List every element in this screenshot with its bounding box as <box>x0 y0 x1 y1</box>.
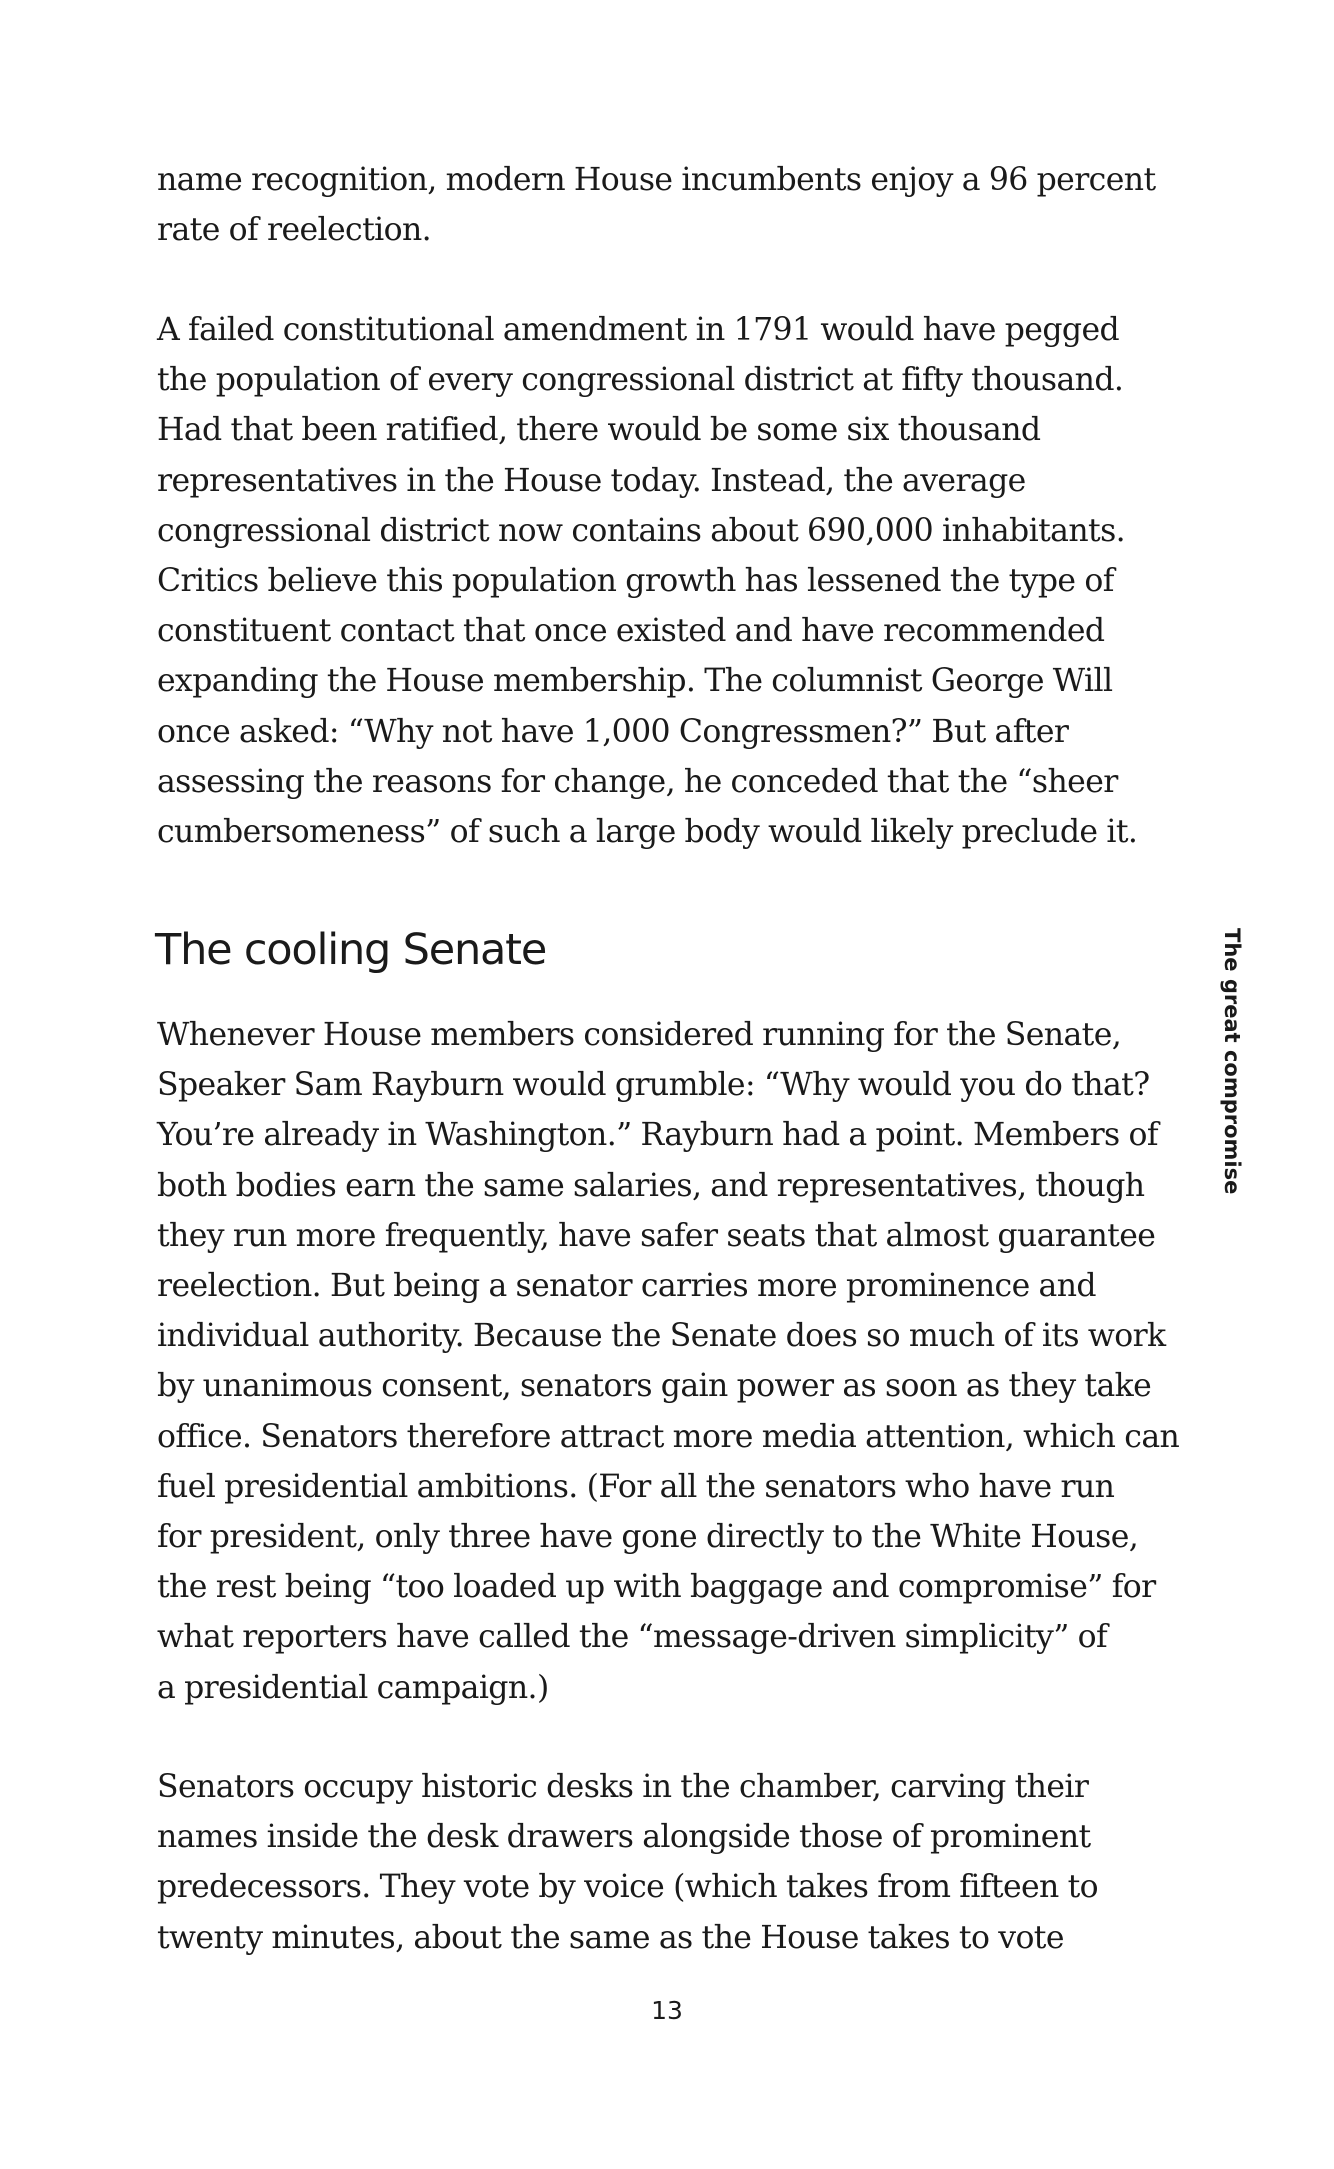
text-line: once asked: “Why not have 1,000 Congressmen?” But after <box>157 713 1069 750</box>
text-line: cumbersomeness” of such a large body would likely preclude it. <box>157 814 1138 851</box>
text-line: the rest being “too loaded up with baggage and compromise” for <box>157 1569 1156 1606</box>
text-line: a presidential campaign.) <box>157 1669 549 1706</box>
page-number: 13 <box>651 1996 683 2025</box>
paragraph-rayburn <box>157 1010 1182 1713</box>
text-line: they run more frequently, have safer seats that almost guarantee <box>157 1217 1156 1254</box>
text-line: individual authority. Because the Senate does so much of its work <box>157 1318 1166 1355</box>
text-line: Senators occupy historic desks in the chamber, carving their <box>157 1769 1089 1805</box>
text-line: what reporters have called the “message-driven simplicity” of <box>157 1619 1108 1656</box>
text-line: Speaker Sam Rayburn would grumble: “Why would you do that? <box>157 1067 1150 1104</box>
text-line: constituent contact that once existed and have recommended <box>157 613 1105 650</box>
text-line: rate of reelection. <box>157 212 432 249</box>
text-line: office. Senators therefore attract more media attention, which can <box>157 1418 1180 1455</box>
text-line: A failed constitutional amendment in 1791 would have pegged <box>157 312 1120 348</box>
paragraph-incumbents <box>157 155 1182 255</box>
text-line: for president, only three have gone directly to the White House, <box>157 1519 1139 1556</box>
text-line: fuel presidential ambitions. (For all the senators who have run <box>157 1468 1115 1505</box>
paragraph-amendment <box>157 305 1182 857</box>
text-line: Critics believe this population growth has lessened the type of <box>157 563 1114 600</box>
text-line: Whenever House members considered running for the Senate, <box>157 1017 1122 1053</box>
text-line: names inside the desk drawers alongside those of prominent <box>157 1819 1091 1856</box>
paragraph-desks <box>157 1762 1182 1963</box>
text-line: You’re already in Washington.” Rayburn had a point. Members of <box>157 1117 1158 1154</box>
text-line: reelection. But being a senator carries more prominence and <box>157 1268 1096 1305</box>
text-line: assessing the reasons for change, he conceded that the “sheer <box>157 763 1118 800</box>
text-line: both bodies earn the same salaries, and representatives, though <box>157 1167 1145 1204</box>
running-head-text: The great compromise <box>1220 928 1244 1195</box>
text-line: predecessors. They vote by voice (which takes from fifteen to <box>157 1869 1099 1906</box>
text-line: name recognition, modern House incumbents enjoy a 96 percent <box>157 162 1156 198</box>
text-line: the population of every congressional district at fifty thousand. <box>157 362 1124 399</box>
text-line: expanding the House membership. The columnist George Will <box>157 663 1113 700</box>
text-line: representatives in the House today. Instead, the average <box>157 462 1026 499</box>
text-line: congressional district now contains about 690,000 inhabitants. <box>157 512 1126 549</box>
text-line: Had that been ratified, there would be some six thousand <box>157 412 1041 449</box>
section-heading: The cooling Senate <box>155 925 547 975</box>
running-head <box>1214 928 1254 1193</box>
text-line: by unanimous consent, senators gain power as soon as they take <box>157 1368 1152 1405</box>
text-line: twenty minutes, about the same as the House takes to vote <box>157 1919 1064 1956</box>
